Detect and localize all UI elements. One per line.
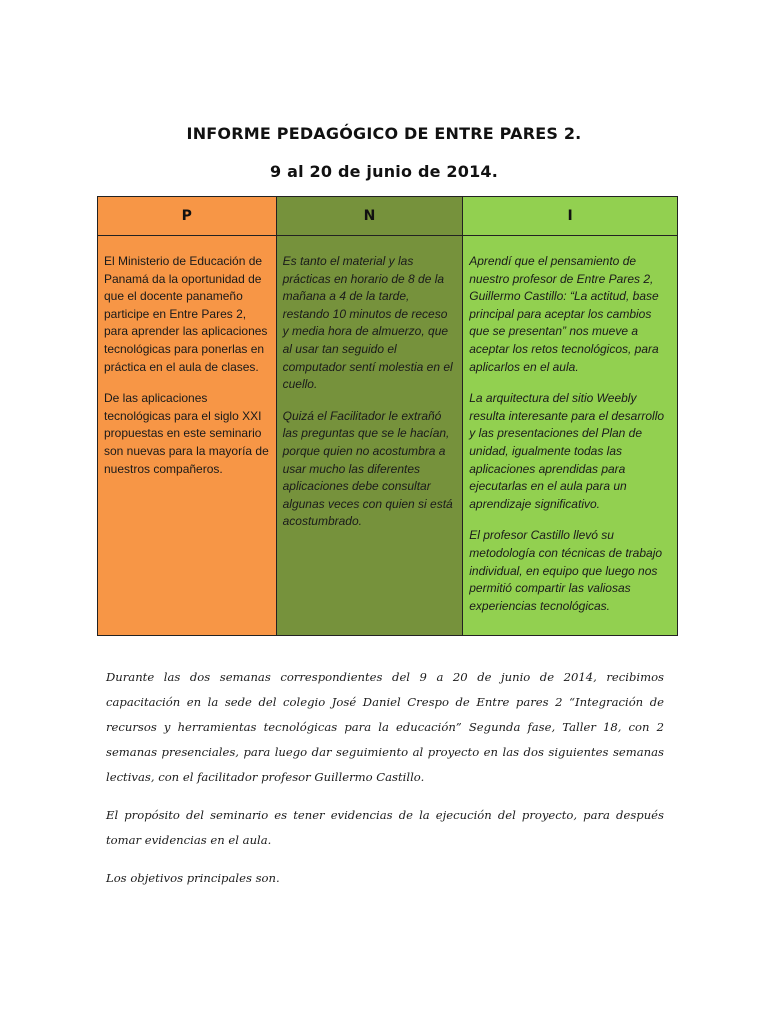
body-paragraph: El propósito del seminario es tener evidencias de la ejecución del proyecto, para después tomar evidencias en el aula. (106, 808, 664, 847)
header-i: I (463, 197, 678, 236)
header-p: P (98, 197, 277, 236)
pni-content-row (98, 236, 678, 636)
body-paragraph: Los objetivos principales son. (106, 871, 280, 885)
document-title: INFORME PEDAGÓGICO DE ENTRE PARES 2. (186, 124, 582, 143)
header-n: N (276, 197, 463, 236)
document-date-subtitle: 9 al 20 de junio de 2014. (269, 162, 499, 181)
positive-paragraph: El Ministerio de Educación de Panamá da la oportunidad de que el docente panameño participe en Entre Pares 2, para aprender las aplicaciones tecnológicas para ponerlas en práctica en el aula de clases. (104, 254, 268, 374)
body-paragraph: Durante las dos semanas correspondientes del 9 a 20 de junio de 2014, recibimos capacitación en la sede del colegio José Daniel Crespo de Entre pares 2 “Integración de recursos y herramientas tecnológicas para la educación” Segunda fase, Taller 18, con 2 semanas presenciales, para luego dar seguimiento al proyecto en las dos siguientes semanas lectivas, con el facilitador profesor Guillermo Castillo. (106, 670, 664, 784)
positive-paragraph: De las aplicaciones tecnológicas para el siglo XXI propuestas en este seminario son nuevas para la mayoría de nuestros compañeros. (104, 391, 269, 476)
positive-cell (98, 236, 277, 636)
pni-header-row (98, 197, 678, 236)
interesting-cell (463, 236, 678, 636)
interesting-paragraph: Aprendí que el pensamiento de nuestro profesor de Entre Pares 2, Guillermo Castillo: “La actitud, base principal para aceptar los cambios que se presentan” nos mueve a aceptar los retos tecnológicos, para aplicarlos en el aula. (469, 254, 659, 374)
pni-table (97, 196, 678, 636)
interesting-paragraph: El profesor Castillo llevó su metodología con técnicas de trabajo individual, en equipo que luego nos permitió compartir las valiosas experiencias tecnológicas. (469, 528, 663, 613)
negative-cell (276, 236, 463, 636)
negative-paragraph: Es tanto el material y las prácticas en horario de 8 de la mañana a 4 de la tarde, restando 10 minutos de receso y media hora de almuerzo, que al usar tan seguido el computador sentí molestia en el cuello. (282, 254, 453, 392)
interesting-paragraph: La arquitectura del sitio Weebly resulta interesante para el desarrollo y las presentaciones del Plan de unidad, igualmente todas las aplicaciones aprendidas para ejecutarlas en el aula para un aprendizaje significativo. (469, 391, 665, 511)
negative-paragraph: Quizá el Facilitador le extrañó las preguntas que se le hacían, porque quien no acostumbra a usar mucho las diferentes aplicaciones debe consultar algunas veces con quien si está acostumbrado. (282, 408, 453, 529)
